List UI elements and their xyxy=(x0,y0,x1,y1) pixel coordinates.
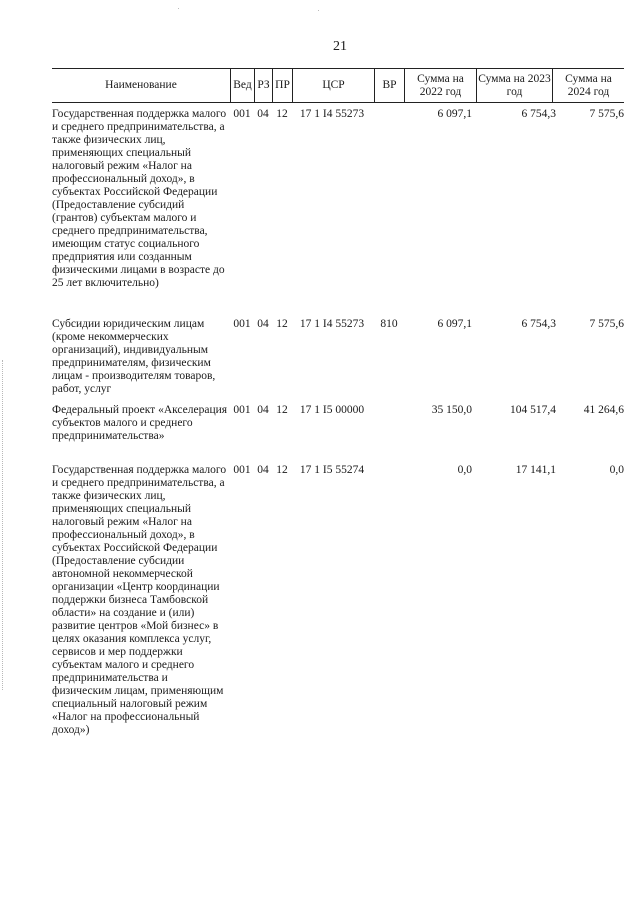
page-number: 21 xyxy=(333,39,347,54)
row-rz: 04 xyxy=(257,404,269,416)
row-pr: 12 xyxy=(276,404,288,416)
row-sum-2022: 6 097,1 xyxy=(437,108,472,120)
header-sum-2024: Сумма на 2024 год xyxy=(552,69,624,102)
row-csr: 17 1 I5 55274 xyxy=(299,464,365,476)
row-pr: 12 xyxy=(276,464,288,476)
row-csr: 17 1 I4 55273 xyxy=(299,318,365,330)
row-sum-2024: 7 575,6 xyxy=(589,108,624,120)
header-vr: ВР xyxy=(374,69,404,102)
row-pr: 12 xyxy=(276,108,288,120)
row-sum-2024: 0,0 xyxy=(609,464,624,476)
row-sum-2022: 35 150,0 xyxy=(431,404,472,416)
row-sum-2023: 104 517,4 xyxy=(510,404,556,416)
row-ved: 001 xyxy=(233,404,251,416)
row-rz: 04 xyxy=(257,318,269,330)
row-rz: 04 xyxy=(257,464,269,476)
scan-dot xyxy=(178,8,179,9)
header-sum-2022: Сумма на 2022 год xyxy=(404,69,476,102)
header-pr: ПР xyxy=(272,69,292,102)
row-ved: 001 xyxy=(233,318,251,330)
header-ved: Вед xyxy=(230,69,254,102)
row-vr: 810 xyxy=(380,318,398,330)
row-sum-2023: 6 754,3 xyxy=(521,108,556,120)
row-sum-2022: 0,0 xyxy=(457,464,472,476)
row-name: Государственная поддержка малого и среднего предпринимательства, а также физических лиц, применяющих специальный налоговый режим «Налог на профессиональный доход», в субъектах Российской Федерации (Предоставление субсидии автономной некоммерческой организации «Центр координации поддержки бизнеса Тамбовской области» на создание и (или) развитие центров «Мой бизнес» в целях оказания комплекса услуг, сервисов и мер поддержки субъектам малого и среднего предпринимательства и физическим лицам, применяющим специальный налоговый режим «Налог на профессиональный доход») xyxy=(52,464,227,736)
scan-margin-mark xyxy=(2,360,6,690)
row-ved: 001 xyxy=(233,464,251,476)
row-name: Субсидии юридическим лицам (кроме некоммерческих организаций), индивидуальным предпринимателям, физическим лицам - производителям товаров, работ, услуг xyxy=(52,318,216,395)
header-rz: РЗ xyxy=(254,69,272,102)
row-ved: 001 xyxy=(233,108,251,120)
header-sum-2023: Сумма на 2023 год xyxy=(476,69,552,102)
row-csr: 17 1 I4 55273 xyxy=(299,108,365,120)
row-rz: 04 xyxy=(257,108,269,120)
row-sum-2022: 6 097,1 xyxy=(437,318,472,330)
scan-dot xyxy=(318,10,319,11)
row-sum-2023: 17 141,1 xyxy=(515,464,556,476)
row-pr: 12 xyxy=(276,318,288,330)
header-name: Наименование xyxy=(105,79,177,91)
row-sum-2023: 6 754,3 xyxy=(521,318,556,330)
header-csr: ЦСР xyxy=(292,69,374,102)
row-sum-2024: 41 264,6 xyxy=(583,404,624,416)
row-csr: 17 1 I5 00000 xyxy=(299,404,365,416)
row-sum-2024: 7 575,6 xyxy=(589,318,624,330)
table-header xyxy=(52,68,624,103)
row-name: Государственная поддержка малого и среднего предпринимательства, а также физических лиц, применяющих специальный налоговый режим «Налог на профессиональный доход», в субъектах Российской Федерации (Предоставление субсидий (грантов) субъектам малого и среднего предпринимательства, имеющим статус социального предприятия или созданным физическими лицами в возрасте до 25 лет включительно) xyxy=(52,108,227,289)
row-name: Федеральный проект «Акселерация субъектов малого и среднего предпринимательства» xyxy=(52,404,228,442)
